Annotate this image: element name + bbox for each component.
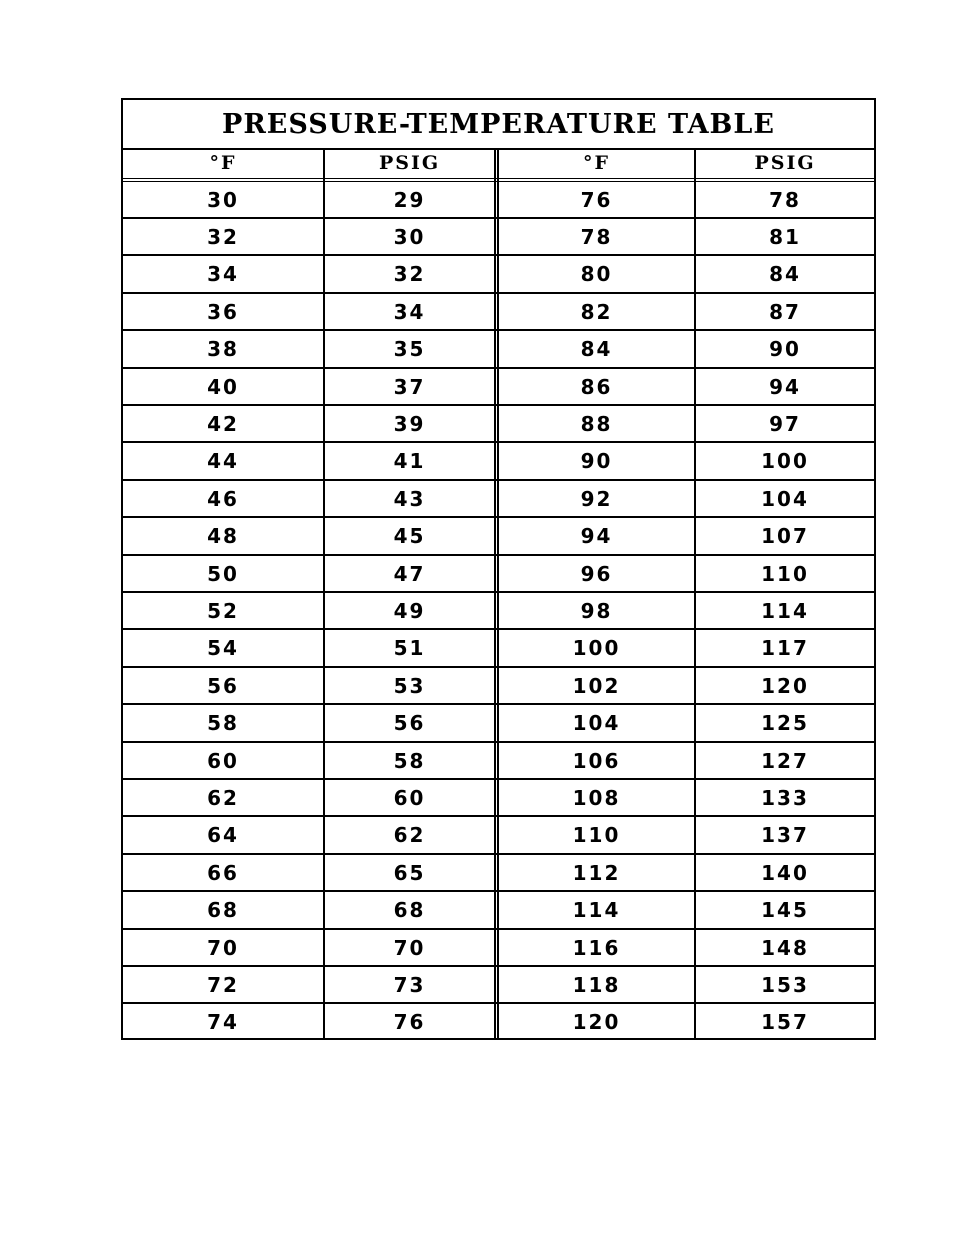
temp-f-cell: 100 — [572, 636, 621, 661]
psig-cell: 84 — [769, 262, 801, 287]
psig-cell: 56 — [393, 711, 426, 736]
psig-cell: 100 — [761, 449, 809, 474]
psig-cell: 117 — [761, 636, 809, 661]
header-psig: PSIG — [378, 152, 441, 174]
temp-f-cell: 40 — [207, 374, 239, 399]
temp-f-cell: 96 — [580, 561, 613, 586]
column-divider — [694, 148, 696, 1038]
psig-cell: 90 — [769, 337, 801, 362]
psig-cell: 153 — [761, 972, 809, 997]
temp-f-cell: 32 — [207, 224, 239, 249]
temp-f-cell: 118 — [572, 972, 621, 997]
psig-cell: 137 — [761, 823, 809, 848]
temp-f-cell: 66 — [207, 860, 239, 885]
temp-f-cell: 78 — [580, 224, 613, 249]
psig-cell: 107 — [761, 524, 809, 549]
psig-cell: 32 — [393, 262, 426, 287]
temp-f-cell: 106 — [572, 748, 621, 773]
psig-cell: 120 — [761, 673, 809, 698]
psig-cell: 81 — [769, 224, 801, 249]
header-temp-f: °F — [209, 152, 237, 174]
psig-cell: 65 — [393, 860, 426, 885]
temp-f-cell: 56 — [207, 673, 239, 698]
psig-cell: 145 — [761, 898, 809, 923]
psig-cell: 29 — [393, 187, 426, 212]
temp-f-cell: 64 — [207, 823, 239, 848]
header-psig: PSIG — [754, 152, 816, 174]
temp-f-cell: 68 — [207, 898, 239, 923]
psig-cell: 37 — [393, 374, 426, 399]
psig-cell: 78 — [769, 187, 801, 212]
psig-cell: 62 — [393, 823, 426, 848]
temp-f-cell: 38 — [207, 337, 239, 362]
temp-f-cell: 50 — [207, 561, 239, 586]
temp-f-cell: 120 — [572, 1010, 621, 1035]
temp-f-cell: 70 — [207, 935, 239, 960]
psig-cell: 76 — [393, 1010, 426, 1035]
psig-cell: 127 — [761, 748, 809, 773]
temp-f-cell: 116 — [572, 935, 621, 960]
psig-cell: 87 — [769, 299, 801, 324]
temp-f-cell: 30 — [207, 187, 239, 212]
psig-cell: 70 — [393, 935, 426, 960]
psig-cell: 41 — [393, 449, 426, 474]
temp-f-cell: 44 — [207, 449, 239, 474]
temp-f-cell: 62 — [207, 785, 239, 810]
temp-f-cell: 48 — [207, 524, 239, 549]
psig-cell: 35 — [393, 337, 426, 362]
psig-cell: 45 — [393, 524, 426, 549]
psig-cell: 133 — [761, 785, 809, 810]
temp-f-cell: 102 — [572, 673, 621, 698]
temp-f-cell: 108 — [572, 785, 621, 810]
temp-f-cell: 42 — [207, 411, 239, 436]
psig-cell: 148 — [761, 935, 809, 960]
psig-cell: 110 — [761, 561, 809, 586]
temp-f-cell: 112 — [572, 860, 621, 885]
temp-f-cell: 54 — [207, 636, 239, 661]
temp-f-cell: 98 — [580, 598, 613, 623]
psig-cell: 94 — [769, 374, 801, 399]
temp-f-cell: 72 — [207, 972, 239, 997]
psig-cell: 97 — [769, 411, 801, 436]
temp-f-cell: 88 — [580, 411, 613, 436]
temp-f-cell: 46 — [207, 486, 239, 511]
psig-cell: 49 — [393, 598, 426, 623]
psig-cell: 157 — [761, 1010, 809, 1035]
temp-f-cell: 86 — [580, 374, 613, 399]
psig-cell: 73 — [393, 972, 426, 997]
temp-f-cell: 34 — [207, 262, 239, 287]
psig-cell: 43 — [393, 486, 426, 511]
psig-cell: 68 — [393, 898, 426, 923]
temp-f-cell: 36 — [207, 299, 239, 324]
psig-cell: 140 — [761, 860, 809, 885]
table-title: PRESSURE-TEMPERATURE TABLE — [123, 100, 874, 150]
temp-f-cell: 110 — [572, 823, 621, 848]
temp-f-cell: 84 — [580, 337, 613, 362]
temp-f-cell: 80 — [580, 262, 613, 287]
temp-f-cell: 74 — [207, 1010, 239, 1035]
temp-f-cell: 60 — [207, 748, 239, 773]
column-divider — [323, 148, 325, 1038]
center-double-divider — [494, 148, 499, 1038]
temp-f-cell: 104 — [572, 711, 621, 736]
header-temp-f: °F — [583, 152, 610, 174]
temp-f-cell: 94 — [580, 524, 613, 549]
psig-cell: 60 — [393, 785, 426, 810]
temp-f-cell: 114 — [572, 898, 621, 923]
temp-f-cell: 52 — [207, 598, 239, 623]
psig-cell: 114 — [761, 598, 809, 623]
pressure-temperature-table — [121, 98, 876, 1040]
temp-f-cell: 92 — [580, 486, 613, 511]
psig-cell: 58 — [393, 748, 426, 773]
temp-f-cell: 58 — [207, 711, 239, 736]
temp-f-cell: 82 — [580, 299, 613, 324]
psig-cell: 51 — [393, 636, 426, 661]
psig-cell: 125 — [761, 711, 809, 736]
temp-f-cell: 90 — [580, 449, 613, 474]
temp-f-cell: 76 — [580, 187, 613, 212]
psig-cell: 34 — [393, 299, 426, 324]
psig-cell: 47 — [393, 561, 426, 586]
psig-cell: 39 — [393, 411, 426, 436]
psig-cell: 104 — [761, 486, 809, 511]
psig-cell: 30 — [393, 224, 426, 249]
psig-cell: 53 — [393, 673, 426, 698]
